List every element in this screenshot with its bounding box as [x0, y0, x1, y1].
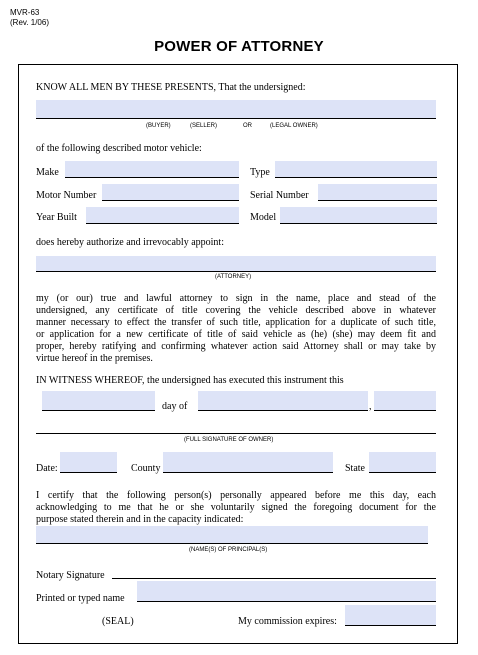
- comma-label: ,: [369, 401, 372, 412]
- motor-number-field[interactable]: [102, 184, 239, 201]
- buyer-label: (BUYER): [146, 123, 171, 129]
- model-label: Model: [250, 212, 277, 223]
- serial-number-field[interactable]: [318, 184, 437, 201]
- principals-label: (NAME(S) OF PRINCIPAL(S): [189, 547, 268, 553]
- date-field[interactable]: [60, 452, 117, 473]
- serial-number-label: Serial Number: [250, 190, 309, 201]
- body-line-4: or application for a new certificate of title of said vehicle as (he) (she) may deem fit and: [36, 329, 436, 340]
- or-label: OR: [243, 123, 252, 129]
- body-line-2: undersigned, any certificate of title covering the vehicle described above in whatever: [36, 305, 436, 316]
- form-number: MVR-63: [10, 8, 40, 17]
- year-built-label: Year Built: [36, 212, 77, 223]
- appoint-statement: does hereby authorize and irrevocably appoint:: [36, 237, 224, 248]
- county-field[interactable]: [163, 452, 333, 473]
- owner-signature-line[interactable]: [36, 433, 436, 434]
- type-field[interactable]: [275, 161, 437, 178]
- month-field[interactable]: [198, 391, 368, 411]
- body-line-3: manner necessary to effect the transfer of such title, application for a duplicate of such title,: [36, 317, 436, 328]
- make-field[interactable]: [65, 161, 239, 178]
- certify-line-2: acknowledging to me that he or she voluntarily signed the foregoing document for the: [36, 502, 436, 513]
- type-label: Type: [250, 167, 270, 178]
- vehicle-intro: of the following described motor vehicle:: [36, 143, 202, 154]
- notary-signature-line[interactable]: [112, 578, 436, 579]
- seal-label: (SEAL): [102, 616, 134, 627]
- printed-name-field[interactable]: [137, 581, 436, 602]
- certify-line-3: purpose stated therein and in the capacity indicated:: [36, 514, 244, 525]
- day-of-label: day of: [162, 401, 188, 412]
- county-label: County: [131, 463, 161, 474]
- body-line-1: my (or our) true and lawful attorney to sign in the name, place and stead of the: [36, 293, 436, 304]
- attorney-label: (ATTORNEY): [215, 274, 252, 280]
- model-field[interactable]: [280, 207, 437, 224]
- body-line-5: proper, hereby ratifying and confirming whatever action said Attorney shall or may take by: [36, 341, 436, 352]
- day-field[interactable]: [42, 391, 155, 411]
- owner-signature-label: (FULL SIGNATURE OF OWNER): [184, 437, 274, 443]
- commission-label: My commission expires:: [238, 616, 337, 627]
- notary-signature-label: Notary Signature: [36, 570, 105, 581]
- date-label: Date:: [36, 463, 58, 474]
- state-field[interactable]: [369, 452, 436, 473]
- year-field[interactable]: [374, 391, 436, 411]
- principals-name-field[interactable]: [36, 526, 428, 544]
- body-line-6: virtue hereof in the premises.: [36, 353, 153, 364]
- seller-label: (SELLER): [190, 123, 218, 129]
- certify-line-1: I certify that the following person(s) personally appeared before me this day, each: [36, 490, 436, 501]
- attorney-name-field[interactable]: [36, 256, 436, 272]
- make-label: Make: [36, 167, 59, 178]
- year-built-field[interactable]: [86, 207, 239, 224]
- witness-statement: IN WITNESS WHEREOF, the undersigned has executed this instrument this: [36, 375, 344, 386]
- form-revision: (Rev. 1/06): [10, 18, 49, 27]
- commission-expires-field[interactable]: [345, 605, 436, 626]
- motor-number-label: Motor Number: [36, 190, 97, 201]
- undersigned-name-field[interactable]: [36, 100, 436, 119]
- printed-name-label: Printed or typed name: [36, 593, 125, 604]
- page-title: POWER OF ATTORNEY: [154, 38, 324, 55]
- legal-owner-label: (LEGAL OWNER): [270, 123, 318, 129]
- intro-statement: KNOW ALL MEN BY THESE PRESENTS, That the undersigned:: [36, 82, 306, 93]
- state-label: State: [345, 463, 365, 474]
